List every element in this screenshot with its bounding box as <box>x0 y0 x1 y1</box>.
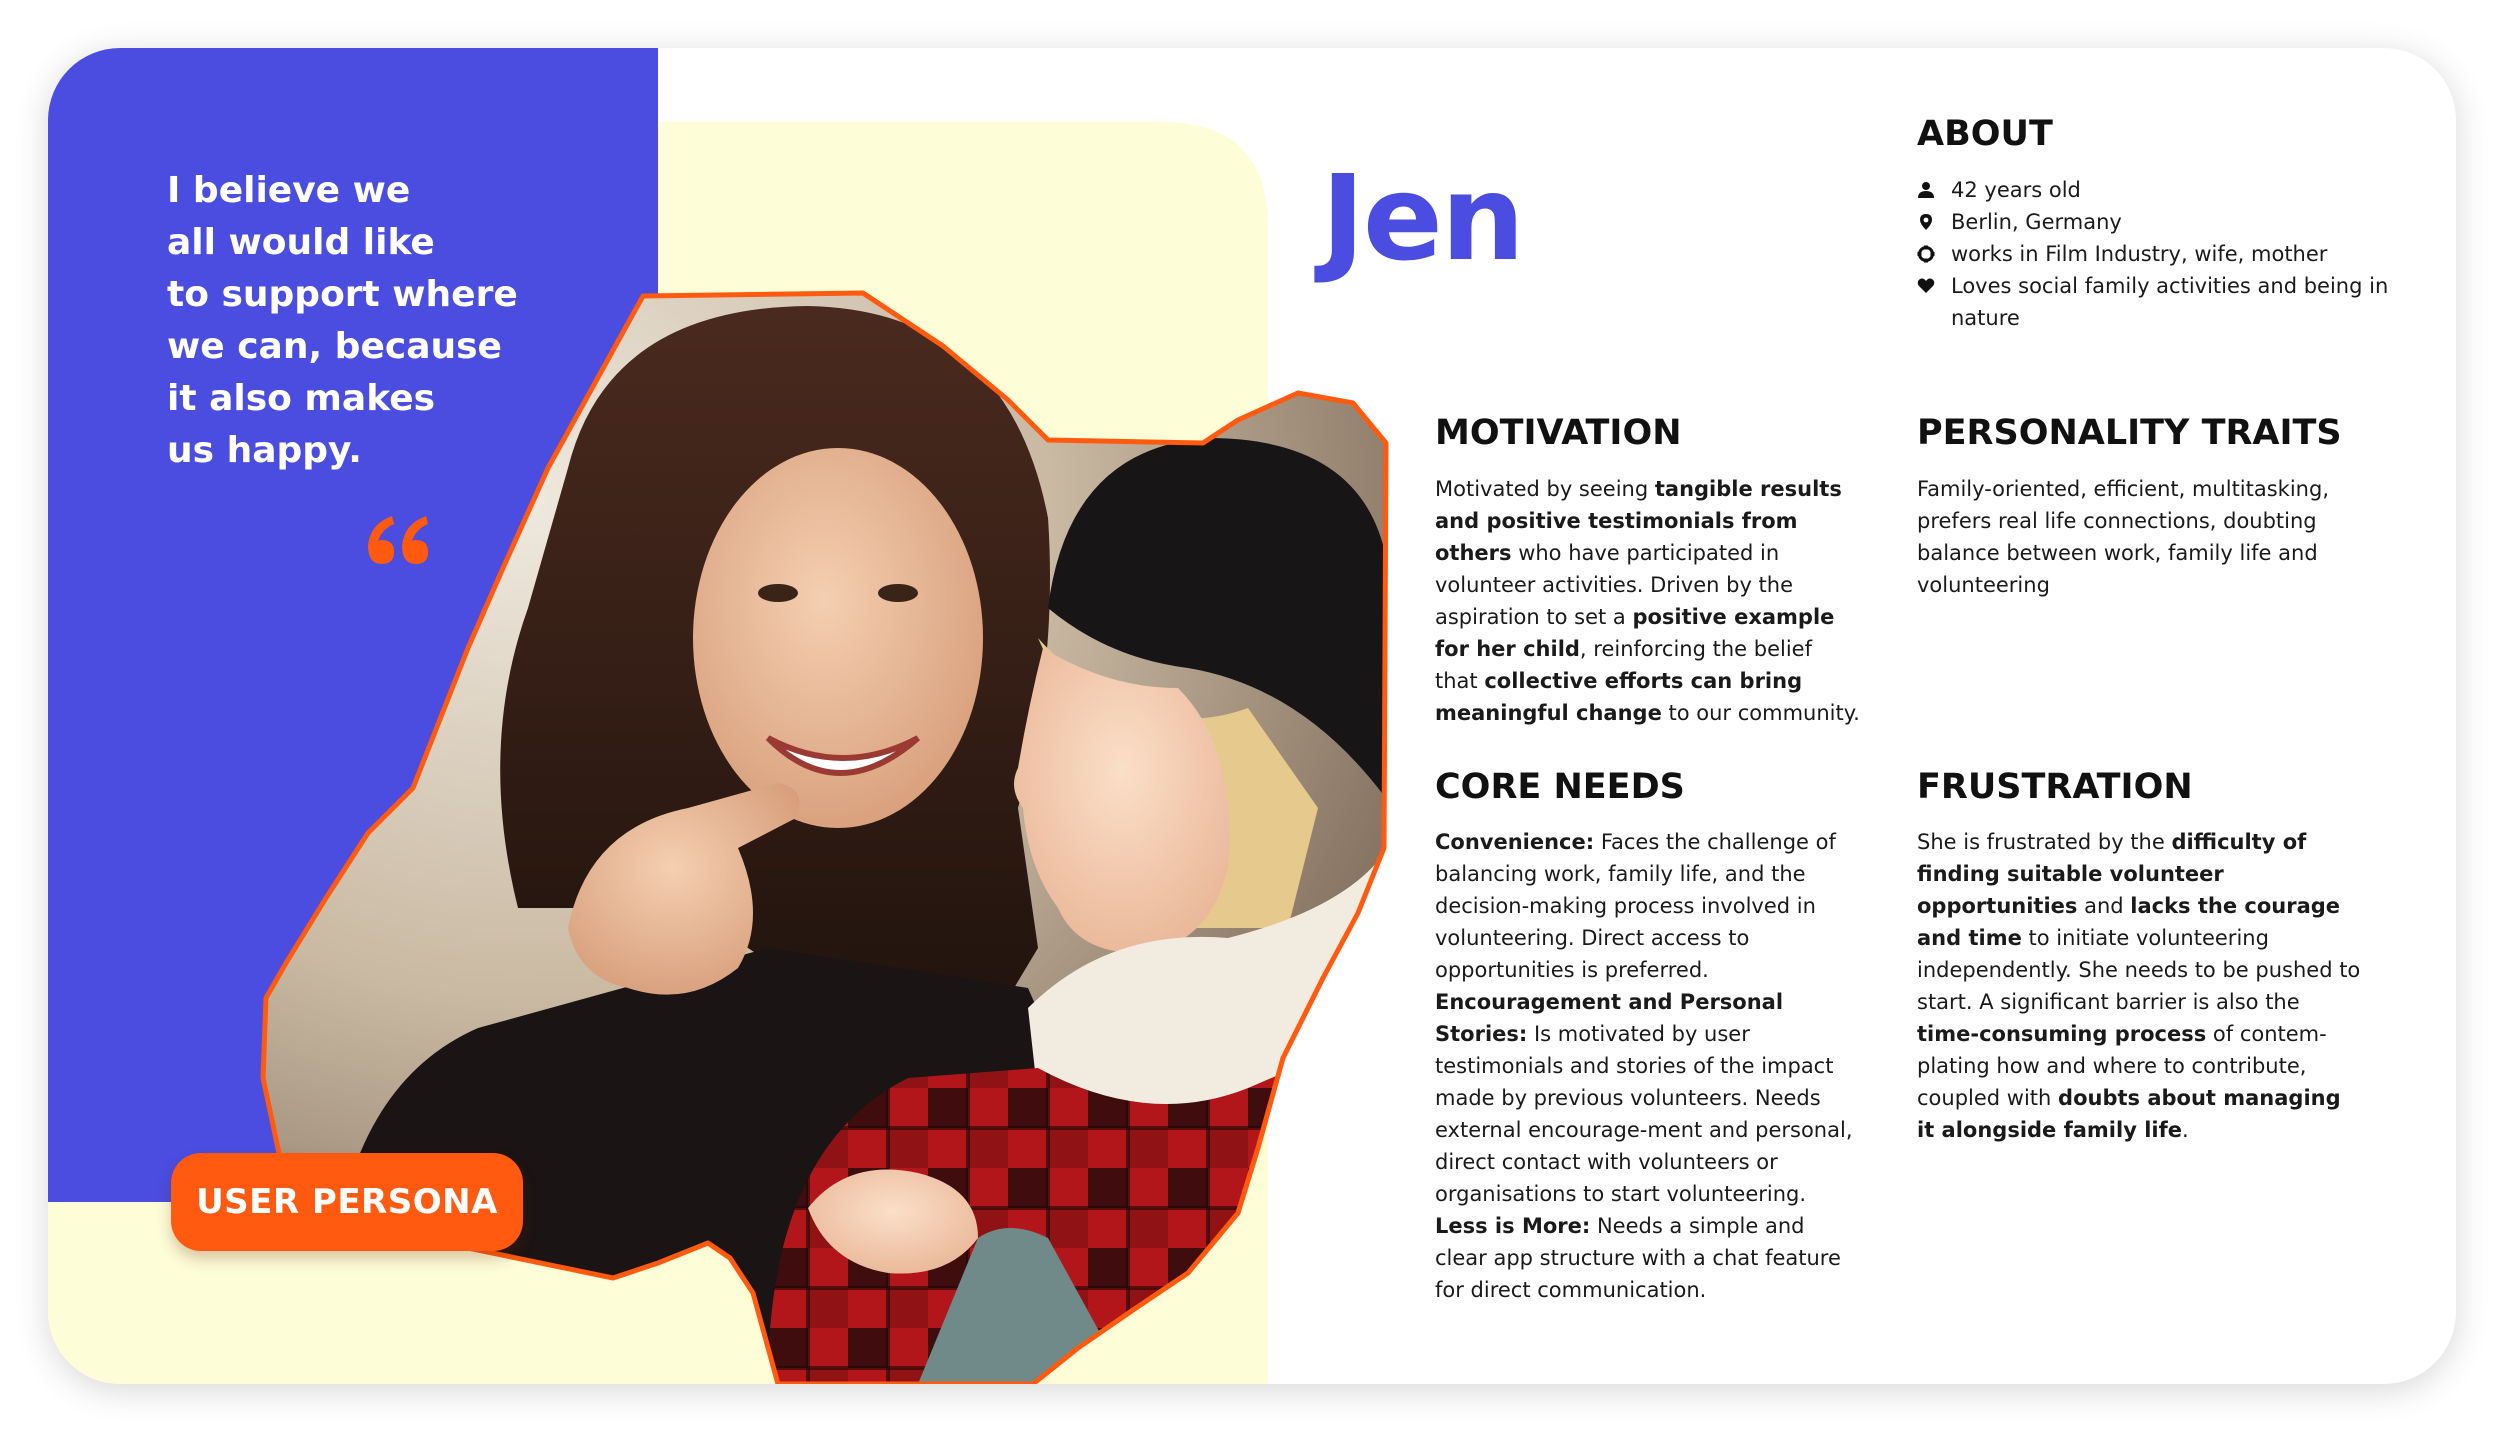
text-run: to initiate volunteering independently. She needs to be pushed to start. A significant barrier is also the <box>1917 926 2361 1014</box>
quote-line: to support where <box>167 274 518 315</box>
about-list <box>1917 174 2417 334</box>
about-item-text: Loves social family activities and being in nature <box>1951 274 2389 330</box>
text-run: Faces the challenge of balancing work, family life, and the decision-making process involved in volunteering. Direct access to opportunities is preferred. <box>1435 830 1836 982</box>
about-item-text: Berlin, Germany <box>1951 210 2122 234</box>
bold-text: Convenience: <box>1435 830 1595 854</box>
personality-traits-title: PERSONALITY TRAITS <box>1917 413 2342 453</box>
location-pin-icon <box>1917 213 1935 231</box>
frustration-title: FRUSTRATION <box>1917 767 2193 807</box>
persona-name: Jen <box>1321 149 1523 287</box>
bold-text: positive example for her child <box>1435 605 1835 661</box>
bold-text: doubts about managing it alongside family life <box>1917 1086 2341 1142</box>
bold-text: lacks the courage and time <box>1917 894 2341 950</box>
about-title: ABOUT <box>1917 114 2053 154</box>
text-run: of contem-plating how and where to contribute, coupled with <box>1917 1022 2327 1110</box>
core-needs-title: CORE NEEDS <box>1435 767 1685 807</box>
about-item-age <box>1917 174 2417 206</box>
text-run: . <box>2181 1118 2189 1142</box>
text-run: Motivated by seeing <box>1435 477 1655 501</box>
quote-line: I believe we <box>167 170 411 211</box>
motivation-title: MOTIVATION <box>1435 413 1682 453</box>
about-item-text: 42 years old <box>1951 178 2081 202</box>
text-run: who have participated in volunteer activities. Driven by the aspiration to set a <box>1435 541 1794 629</box>
about-item-location <box>1917 206 2417 238</box>
core-needs-text <box>1435 826 1860 1306</box>
text-run: and <box>2077 894 2131 918</box>
bold-text: Encouragement and Personal Stories: <box>1435 990 1784 1046</box>
personality-traits-text <box>1917 473 2362 601</box>
about-item-work <box>1917 238 2417 270</box>
heart-icon <box>1917 277 1935 295</box>
bold-text: tangible results and positive testimonials from others <box>1435 477 1842 565</box>
bold-text: collective efforts can bring meaningful change <box>1435 669 1803 725</box>
person-icon <box>1917 181 1935 199</box>
bold-text: difficulty of finding suitable volunteer opportunities <box>1917 830 2307 918</box>
quote-mark-icon <box>364 512 428 568</box>
about-item-interests <box>1917 270 2417 334</box>
motivation-text <box>1435 473 1860 729</box>
text-run: Needs a simple and clear app structure with a chat feature for direct communication. <box>1435 1214 1841 1302</box>
quote-line: it also makes <box>167 378 436 419</box>
user-persona-badge: USER PERSONA <box>171 1153 523 1251</box>
text-run: , reinforcing the belief that <box>1435 637 1812 693</box>
bold-text: Less is More: <box>1435 1214 1591 1238</box>
quote-line: us happy. <box>167 430 362 471</box>
text-run: to our community. <box>1661 701 1860 725</box>
text-run: Family-oriented, efficient, multitasking, prefers real life connections, doubting balance between work, family life and volunteering <box>1917 477 2329 597</box>
quote-line: we can, because <box>167 326 502 367</box>
frustration-text <box>1917 826 2362 1146</box>
bold-text: time-consuming process <box>1917 1022 2207 1046</box>
text-run: She is frustrated by the <box>1917 830 2172 854</box>
persona-card <box>48 48 2456 1384</box>
text-run: Is motivated by user testimonials and stories of the impact made by previous volunteers. Needs external encourage-ment and personal, direct contact with volunteers or organisations to start volunteering. <box>1435 1022 1853 1206</box>
quote-line: all would like <box>167 222 435 263</box>
persona-quote <box>167 165 597 477</box>
work-ring-icon <box>1917 245 1935 263</box>
about-item-text: works in Film Industry, wife, mother <box>1951 242 2328 266</box>
